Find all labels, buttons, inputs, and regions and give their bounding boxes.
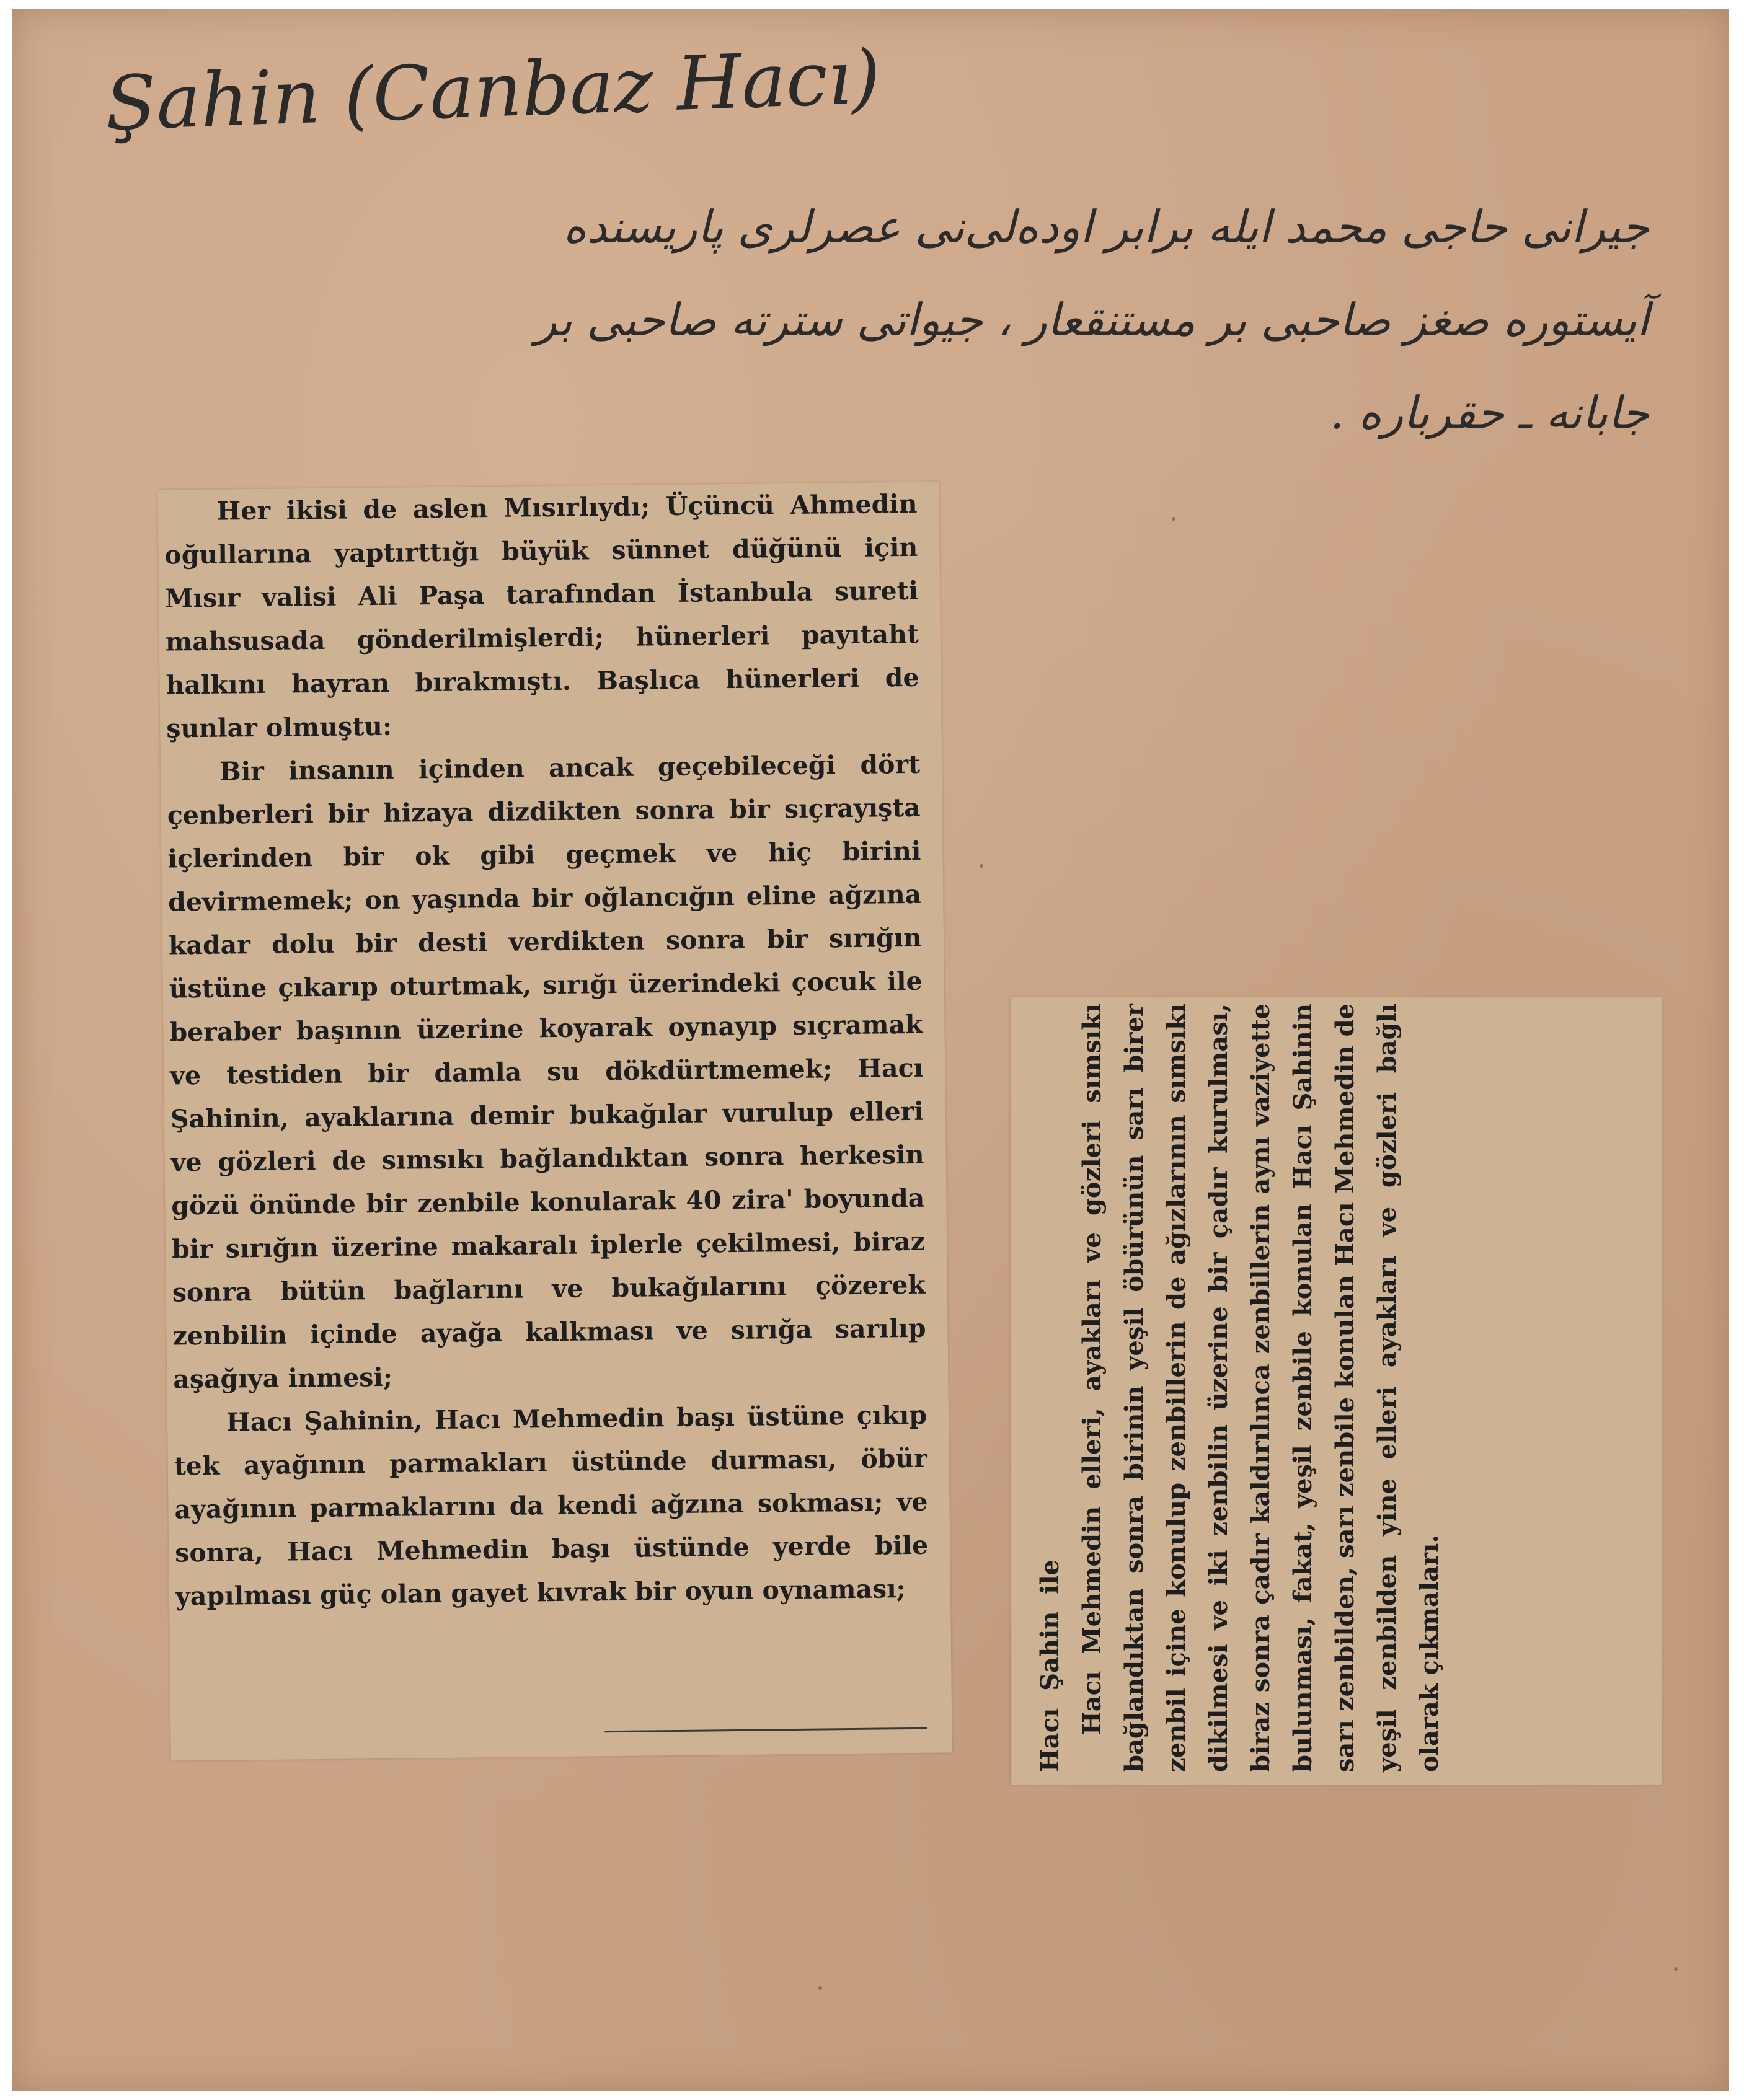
handwritten-ottoman-note [62,201,1649,474]
ottoman-note-line: جیرانی حاجی محمد ایله برابر اوده‌لی‌نی عصرلری پاریسنده [563,201,1649,253]
document-page [12,9,1729,2091]
paper-speck [1172,517,1175,521]
rotated-clipping-text [1029,997,1668,1772]
clipping-text [164,482,929,1618]
clipping-paragraph: Hacı Mehmedin elleri, ayakları ve gözleri sımsıkı bağlandıktan sonra birinin yeşil öbürünün sarı birer zenbil içine konulup zenbillerin de ağızlarının sımsıkı dikilmesi ve iki zenbilin üzerine bir çadır kurulması, biraz sonra çadır kaldırılınca zenbillerin aynı vaziyette bulunması, fakat, yeşil zenbile konulan Hacı Şahinin sarı zenbilden, sarı zenbile konulan Hacı Mehmedin de yeşil zenbilden yine elleri ayakları ve gözleri bağlı olarak çıkmaları. [1078,1004,1444,1772]
ottoman-note-line: جابانه ـ حقرباره . [1330,387,1649,439]
paper-speck [980,864,983,868]
paper-speck [1674,1967,1678,1971]
clipping-paragraph: Her ikisi de aslen Mısırlıydı; Üçüncü Ahmedin oğullarına yaptırttığı büyük sünnet düğünü için Mısır valisi Ali Paşa tarafından İstanbula sureti mahsusada gönderilmişlerdi; hünerleri payıtaht halkını hayran bırakmıştı. Başlıca hünerleri de şunlar olmuştu: [164,488,919,744]
paper-speck [818,1986,822,1990]
clipping-rule [604,1727,927,1732]
clipping-paragraph: Bir insanın içinden ancak geçebileceği dört çenberleri bir hizaya dizdikten sonra bir sıçrayışta içlerinden bir ok gibi geçmek ve hiç birini devirmemek; on yaşında bir oğlancığın eline ağzına kadar dolu bir desti verdikten sonra bir sırığın üstüne çıkarıp oturtmak, sırığı üzerindeki çocuk ile beraber başının üzerine koyarak oynayıp sıçramak ve testiden bir damla su dökdürtmemek; Hacı Şahinin, ayaklarına demir bukağılar vurulup elleri ve gözleri de sımsıkı bağlandıktan sonra herkesin gözü önünde bir zenbile konularak 40 zira' boyunda bir sırığın üzerine makaralı iplerle çekilmesi, biraz sonra bütün bağlarını ve bukağılarını çözerek zenbilin içinde ayağa kalkması ve sırığa sarılıp aşağıya inmesi; [167,749,926,1395]
newspaper-clipping-left [157,482,952,1760]
clipping-first-line: Hacı Şahin ile [1035,1560,1065,1772]
handwritten-title: Şahin (Canbaz Hacı) [104,34,882,148]
clipping-paragraph: Hacı Şahinin, Hacı Mehmedin başı üstüne çıkıp tek ayağının parmakları üstünde durması, öbür ayağının parmaklarını da kendi ağzına sokması; ve sonra, Hacı Mehmedin başı üstünde yerde bile yapılması güç olan gayet kıvrak bir oyun oynaması; [174,1400,929,1612]
newspaper-clipping-right-rotated [1011,997,1662,1785]
ottoman-note-line: آیستوره صغز صاحبی بر مستنقعار ، جیواتی سترته صاحبی بر [535,294,1649,346]
